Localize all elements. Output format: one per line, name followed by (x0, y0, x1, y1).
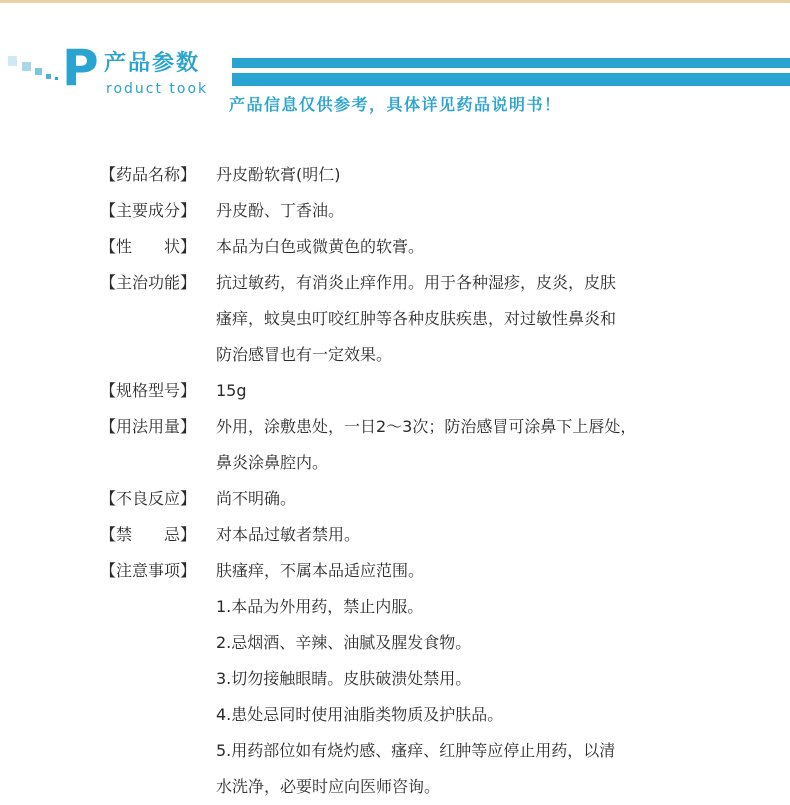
top-divider (0, 0, 790, 3)
spec-value: 尚不明确。 (216, 489, 297, 508)
spec-label: 【主治功能】 (100, 273, 197, 292)
spec-row-contraindications (100, 517, 720, 553)
spec-label: 【禁 忌】 (100, 525, 197, 544)
spec-label: 【不良反应】 (100, 489, 197, 508)
spec-value: 15g (216, 381, 247, 400)
page-title: 产品参数 (104, 51, 201, 76)
spec-label: 【规格型号】 (100, 381, 197, 400)
spec-label: 【性 状】 (100, 237, 197, 256)
spec-value: 鼻炎涂鼻腔内。 (216, 453, 329, 472)
spec-value: 对本品过敏者禁用。 (216, 525, 361, 544)
spec-value: 4.患处忌同时使用油脂类物质及护肤品。 (216, 705, 504, 724)
spec-value: 2.忌烟酒、辛辣、油腻及腥发食物。 (216, 633, 472, 652)
disclaimer-text: 产品信息仅供参考，具体详见药品说明书！ (229, 95, 562, 114)
spec-value: 丹皮酚、丁香油。 (216, 201, 345, 220)
spec-value: 外用，涂敷患处，一日2～3次；防治感冒可涂鼻下上唇处， (216, 417, 637, 436)
spec-label: 【药品名称】 (100, 165, 197, 184)
spec-row-adverse-reactions (100, 481, 720, 517)
spec-row-indications (100, 265, 720, 373)
spec-value: 瘙痒，蚊臭虫叮咬红肿等各种皮肤疾患，对过敏性鼻炎和 (216, 309, 617, 328)
spec-value: 1.本品为外用药，禁止内服。 (216, 597, 424, 616)
spec-row-usage (100, 409, 720, 481)
spec-row-precautions (100, 553, 720, 805)
header-logo-letter: P (62, 39, 99, 97)
spec-row-name (100, 157, 720, 193)
spec-value: 抗过敏药，有消炎止痒作用。用于各种湿疹，皮炎，皮肤 (216, 273, 617, 292)
spec-label: 【注意事项】 (100, 561, 197, 580)
spec-label: 【用法用量】 (100, 417, 197, 436)
spec-value: 丹皮酚软膏(明仁) (216, 165, 341, 184)
header-bar-thick (232, 73, 790, 86)
spec-label: 【主要成分】 (100, 201, 197, 220)
header-bar-thin (232, 58, 790, 68)
spec-value: 本品为白色或微黄色的软膏。 (216, 237, 425, 256)
spec-value: 5.用药部位如有烧灼感、瘙痒、红肿等应停止用药，以清 (216, 741, 616, 760)
spec-row-appearance (100, 229, 720, 265)
spec-value: 3.切勿接触眼睛。皮肤破溃处禁用。 (216, 669, 472, 688)
spec-row-specification (100, 373, 720, 409)
page-subtitle: roduct took (106, 81, 209, 97)
spec-value: 防治感冒也有一定效果。 (216, 345, 393, 364)
spec-value: 肤瘙痒，不属本品适应范围。 (216, 561, 425, 580)
spec-value: 水洗净，必要时应向医师咨询。 (216, 777, 441, 796)
spec-row-ingredients (100, 193, 720, 229)
spec-list (100, 157, 720, 805)
